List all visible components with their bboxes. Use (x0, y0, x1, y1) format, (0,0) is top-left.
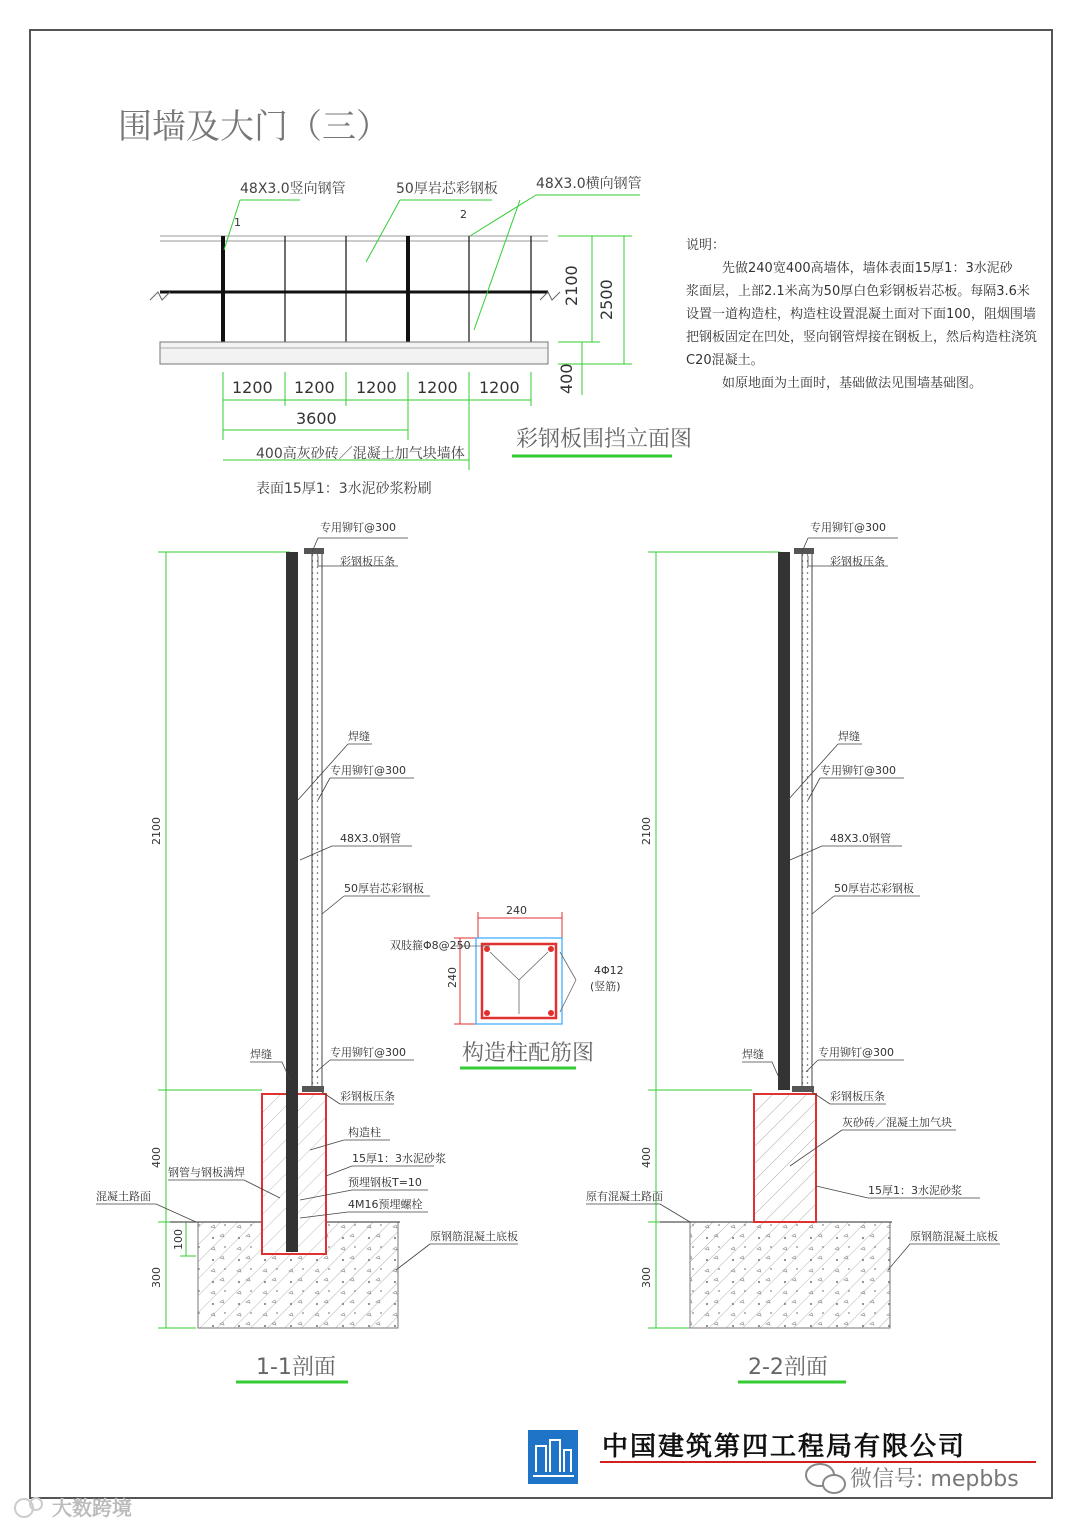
s2-caption: 2-2剖面 (748, 1355, 828, 1380)
design-notes (686, 238, 1037, 391)
notes-line-2: 浆面层，上部2.1米高为50厚白色彩钢板岩芯板。每隔3.6米 (686, 284, 1030, 299)
s1-label-rivet-low: 专用铆钉@300 (330, 1046, 406, 1059)
dim-height-2100: 2100 (562, 265, 581, 306)
s1-label-embed-plate: 预埋钢板T=10 (348, 1176, 422, 1189)
s1-label-panel: 50厚岩芯彩钢板 (344, 882, 424, 895)
s1-steel-pipe (286, 552, 298, 1252)
s1-label-pipe: 48X3.0钢管 (340, 832, 402, 845)
dim-bay-2: 1200 (294, 378, 335, 397)
company-name: 中国建筑第四工程局有限公司 (602, 1432, 967, 1462)
watermark-text: 大数跨境 (52, 1496, 132, 1520)
s1-label-strip-low: 彩钢板压条 (340, 1090, 395, 1103)
s2-label-strip-top: 彩钢板压条 (830, 555, 885, 568)
column-rebar-label: 4Φ12 (594, 964, 624, 977)
column-stirrup-label: 双肢箍Φ8@250 (390, 939, 471, 952)
s2-label-pipe: 48X3.0钢管 (830, 832, 892, 845)
s2-label-panel: 50厚岩芯彩钢板 (834, 882, 914, 895)
elevation-view (150, 175, 692, 497)
notes-line-6: 如原地面为土面时，基础做法见围墙基础图。 (722, 376, 983, 391)
s1-dim-100: 100 (172, 1229, 185, 1250)
elevation-caption: 彩钢板围挡立面图 (516, 427, 693, 452)
s2-label-rivet-low: 专用铆钉@300 (818, 1046, 894, 1059)
s2-label-rivet-top: 专用铆钉@300 (810, 521, 886, 534)
base-note-1: 400高灰砂砖／混凝土加气块墙体 (256, 446, 465, 462)
s2-label-rivet-mid: 专用铆钉@300 (820, 764, 896, 777)
s2-label-weld-low: 焊缝 (742, 1048, 764, 1061)
company-footer (528, 1430, 1036, 1493)
column-dim-height: 240 (446, 967, 459, 988)
s1-label-ground: 混凝土路面 (96, 1190, 151, 1203)
s2-label-strip-low: 彩钢板压条 (830, 1090, 885, 1103)
s1-label-footing: 原钢筋混凝土底板 (430, 1230, 518, 1243)
s2-dim-2100: 2100 (640, 817, 653, 845)
dim-span-3600: 3600 (296, 409, 337, 428)
s1-label-rivet-top: 专用铆钉@300 (320, 521, 396, 534)
section-marker-1: 1 (234, 216, 241, 229)
s2-label-plaster: 15厚1：3水泥砂浆 (868, 1184, 962, 1197)
s1-dim-300: 300 (150, 1267, 163, 1288)
column-detail (390, 904, 624, 1068)
dim-bay-4: 1200 (417, 378, 458, 397)
callout-vertical-pipe: 48X3.0竖向钢管 (240, 181, 346, 197)
s2-label-weld: 焊缝 (838, 730, 860, 743)
s2-label-ground: 原有混凝土路面 (586, 1190, 663, 1203)
s2-steel-panel (802, 552, 812, 1090)
notes-line-5: C20混凝土。 (686, 353, 764, 368)
s1-label-strip-top: 彩钢板压条 (340, 555, 395, 568)
dim-bay-1: 1200 (232, 378, 273, 397)
dim-bay-5: 1200 (479, 378, 520, 397)
notes-line-1: 先做240宽400高墙体，墙体表面15厚1：3水泥砂 (722, 261, 1013, 276)
s1-caption: 1-1剖面 (256, 1355, 336, 1380)
notes-heading: 说明： (686, 238, 726, 253)
wechat-icon (806, 1464, 845, 1493)
s1-label-plaster: 15厚1：3水泥砂浆 (352, 1152, 446, 1165)
column-dim-width: 240 (506, 904, 527, 917)
s1-label-weld: 焊缝 (348, 730, 370, 743)
wechat-id: 微信号: mepbbs (850, 1467, 1019, 1492)
base-note-2: 表面15厚1：3水泥砂浆粉刷 (256, 481, 432, 497)
dim-height-400: 400 (557, 363, 576, 394)
s2-label-footing: 原钢筋混凝土底板 (910, 1230, 998, 1243)
s1-label-weld-low: 焊缝 (250, 1048, 272, 1061)
section-2-2 (586, 520, 1000, 1382)
column-detail-caption: 构造柱配筋图 (462, 1041, 595, 1066)
s1-dim-400: 400 (150, 1147, 163, 1168)
base-wall (160, 342, 548, 364)
s1-label-column: 构造柱 (348, 1126, 381, 1139)
s2-label-wall: 灰砂砖／混凝土加气块 (842, 1116, 952, 1129)
dim-bay-3: 1200 (356, 378, 397, 397)
sheet-frame (30, 30, 1052, 1498)
s2-dim-300: 300 (640, 1267, 653, 1288)
section-marker-2: 2 (460, 208, 467, 221)
s2-steel-pipe (778, 552, 790, 1090)
s1-dim-2100: 2100 (150, 817, 163, 845)
s1-label-pipe-weld: 钢管与钢板满焊 (168, 1166, 245, 1179)
watermark (15, 1496, 132, 1520)
drawing-title: 围墙及大门（三） (118, 107, 390, 147)
notes-line-4: 把钢板固定在凹处，竖向钢管焊接在钢板上，然后构造柱浇筑 (686, 330, 1038, 345)
column-rebar-note: (竖筋) (590, 980, 621, 993)
s1-label-anchor: 4M16预埋螺栓 (348, 1198, 423, 1211)
notes-line-3: 设置一道构造柱，构造柱设置混凝土面对下面100，阻烟围墙 (686, 307, 1036, 322)
callout-panel: 50厚岩芯彩钢板 (396, 181, 498, 197)
s1-label-rivet-mid: 专用铆钉@300 (330, 764, 406, 777)
s1-steel-panel (312, 552, 322, 1090)
dim-height-2500: 2500 (597, 279, 616, 320)
callout-horizontal-pipe: 48X3.0横向钢管 (536, 176, 642, 192)
s2-dim-400: 400 (640, 1147, 653, 1168)
